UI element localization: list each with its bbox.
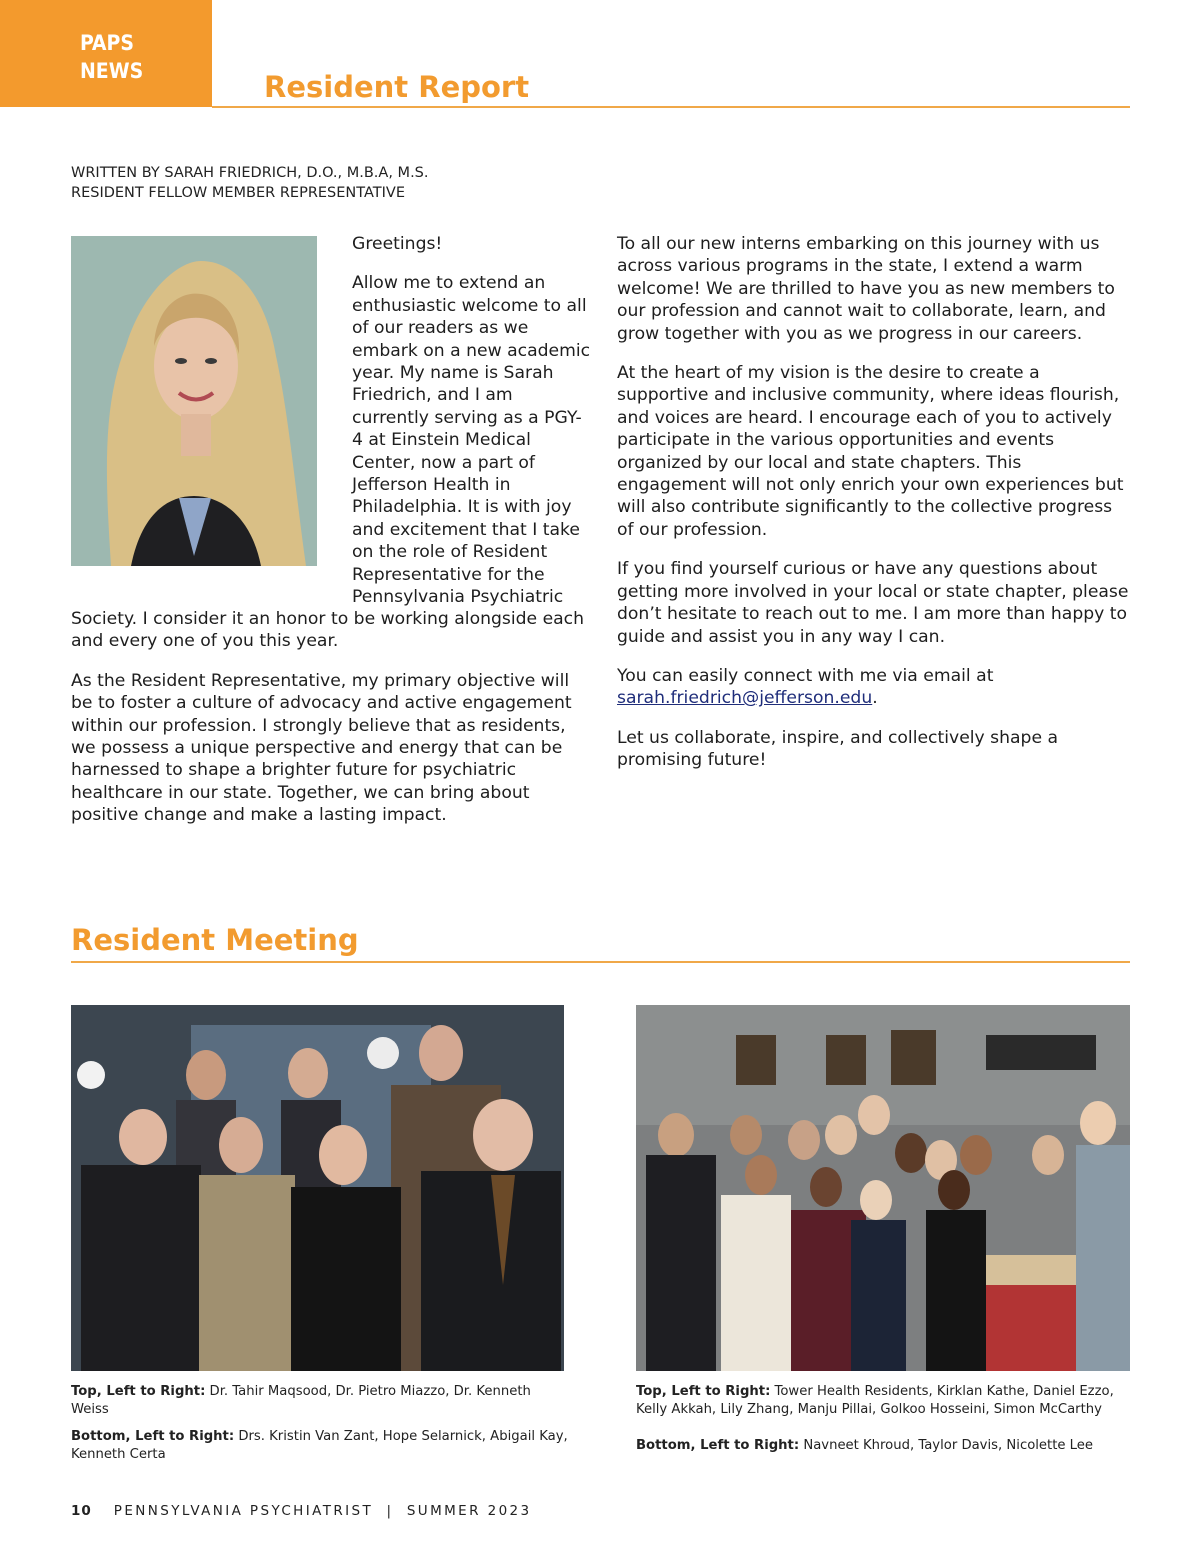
article-title: Resident Report bbox=[264, 70, 530, 104]
email-link[interactable]: sarah.friedrich@jefferson.edu bbox=[617, 688, 873, 709]
right-caption-top-text: Tower Health Residents, Kirklan Kathe, Daniel Ezzo, Kelly Akkah, Lily Zhang, Manju Pillai, Golkoo Hosseini, Simon McCarthy bbox=[636, 1384, 1114, 1417]
right-photo-caption bbox=[636, 1383, 1130, 1464]
closing-paragraph: Let us collaborate, inspire, and collectively shape a promising future! bbox=[617, 727, 1059, 771]
greeting: Greetings! bbox=[352, 234, 443, 254]
title-rule bbox=[212, 106, 1130, 108]
right-caption-bottom-label: Bottom, Left to Right: bbox=[636, 1438, 800, 1453]
right-caption-top bbox=[636, 1383, 1130, 1419]
left-caption-bottom-text: Drs. Kristin Van Zant, Hope Selarnick, Abigail Kay, Kenneth Certa bbox=[71, 1429, 568, 1462]
contact-paragraph bbox=[617, 665, 1132, 710]
byline-author: WRITTEN BY SARAH FRIEDRICH, D.O., M.B.A, M.S. bbox=[71, 165, 429, 181]
meeting-title: Resident Meeting bbox=[71, 923, 359, 957]
vision-paragraph: At the heart of my vision is the desire to create a supportive and inclusive community, where ideas flourish, and voices are heard. I encourage each of you to actively participate in the various opportunities and events organized by our local and state chapters. This engagement will not only enrich your own experiences but will also contribute significantly to the collective progress of our profession. bbox=[617, 363, 1124, 540]
right-column-text bbox=[617, 233, 1132, 789]
contact-prefix: You can easily connect with me via email at bbox=[617, 665, 994, 686]
author-portrait-photo bbox=[71, 236, 317, 566]
right-caption-bottom-text: Navneet Khroud, Taylor Davis, Nicolette Lee bbox=[799, 1438, 1094, 1453]
intro-continued: Society. I consider it an honor to be working alongside each and every one of you this year. bbox=[71, 609, 585, 652]
publication-name: PENNSYLVANIA PSYCHIATRIST | SUMMER 2023 bbox=[113, 1503, 532, 1519]
intro-paragraph: Allow me to extend an enthusiastic welcome to all of our readers as we embark on a new academic year. My name is Sarah Friedrich, and I am currently serving as a PGY-4 at Einstein Medical Center, now a part of Jefferson Health in Philadelphia. It is with joy and excitement that I take on the role of Resident Representative for the Pennsylvania Psychiatric bbox=[352, 273, 591, 608]
advocacy-paragraph: As the Resident Representative, my primary objective will be to foster a culture of advocacy and active engagement within our profession. I strongly believe that as residents, we possess a unique perspective and energy that can be harnessed to shape a brighter future for psychiatric healthcare in our state. Together, we can bring about positive change and make a lasting impact. bbox=[71, 670, 572, 826]
section-tab-line2: NEWS bbox=[80, 59, 144, 83]
interns-paragraph: To all our new interns embarking on this journey with us across various programs in the state, I extend a warm welcome! We are thrilled to have you as new members to our profession and cannot wait to collaborate, learn, and grow together with you as we progress in our careers. bbox=[617, 234, 1115, 344]
section-tab-line1: PAPS bbox=[80, 31, 134, 55]
meeting-photo-right bbox=[636, 1005, 1130, 1371]
contact-suffix: . bbox=[872, 688, 878, 709]
byline bbox=[71, 163, 429, 203]
left-caption-bottom bbox=[71, 1428, 571, 1464]
byline-role: RESIDENT FELLOW MEMBER REPRESENTATIVE bbox=[71, 185, 406, 201]
left-caption-bottom-label: Bottom, Left to Right: bbox=[71, 1429, 235, 1444]
left-caption-top bbox=[71, 1383, 571, 1419]
meeting-photo-left bbox=[71, 1005, 564, 1371]
left-column-text bbox=[71, 608, 586, 844]
left-photo-caption bbox=[71, 1383, 571, 1473]
right-caption-bottom bbox=[636, 1437, 1130, 1455]
left-caption-top-label: Top, Left to Right: bbox=[71, 1384, 206, 1399]
left-caption-top-text: Dr. Tahir Maqsood, Dr. Pietro Miazzo, Dr. Kenneth Weiss bbox=[71, 1384, 531, 1417]
intro-wrapped-column bbox=[352, 233, 592, 609]
page-footer bbox=[71, 1503, 532, 1519]
questions-paragraph: If you find yourself curious or have any questions about getting more involved in your local or state chapter, please don’t hesitate to reach out to me. I am more than happy to guide and assist you in any way I can. bbox=[617, 559, 1129, 647]
section-tab bbox=[0, 0, 212, 107]
page-number: 10 bbox=[71, 1503, 92, 1519]
right-caption-top-label: Top, Left to Right: bbox=[636, 1384, 771, 1399]
meeting-rule bbox=[71, 961, 1130, 963]
